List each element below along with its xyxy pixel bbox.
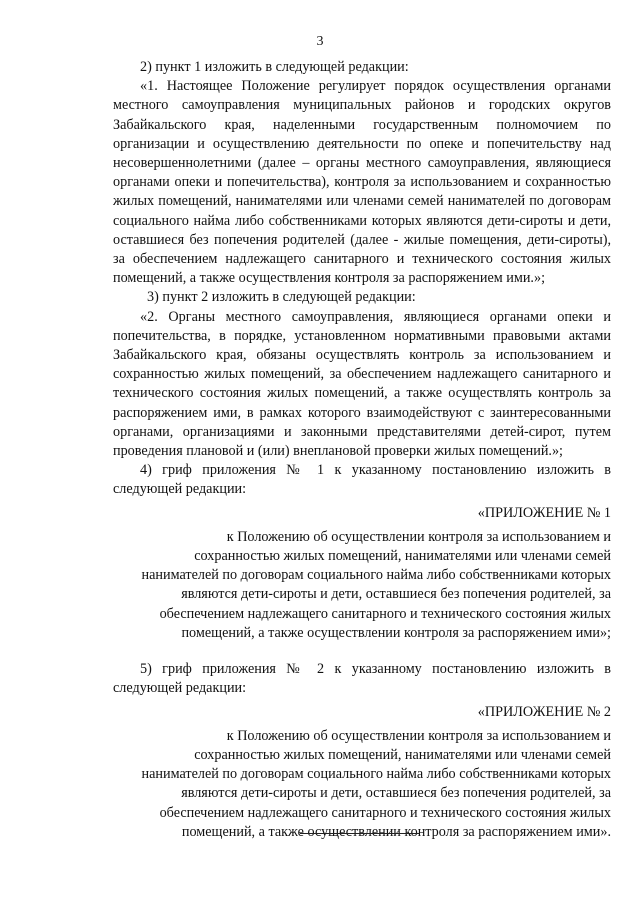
paragraph-clause-2-text: «2. Органы местного самоуправления, являющиеся органами опеки и попечительства, в порядке, установленном нормативными правовыми актами Забайкальского края, обязаны осуществлять контроль за использованием и сохранностью жилых помещений, за обеспечением надлежащего санитарного и технического состояния жилых помещений, а также осуществлять контроль за распоряжением ими, в рамках которого взаимодействуют с заинтересованными органами, организациями и законными представителями детей-сирот, путем проведения плановой и (или) внеплановой проверки жилых помещений.»; (113, 308, 611, 460)
document-body (113, 58, 611, 842)
paragraph-clause-1-text: «1. Настоящее Положение регулирует порядок осуществления органами местного самоуправления муниципальных районов и городских округов Забайкальского края, наделенными государственным полномочием по организации и осуществлению деятельности по опеке и попечительству над несовершеннолетними (далее – органы местного самоуправления, являющиеся органами опеки и попечительства), контроля за использованием и сохранностью жилых помещений, нанимателями или членами семей нанимателей по договорам социального найма либо собственниками которых являются дети-сироты и дети, оставшиеся без попечения родителей (далее - жилые помещения, дети-сироты), за обеспечением надлежащего санитарного и технического состояния жилых помещений, а также осуществления контроля за распоряжением ими.»; (113, 78, 611, 287)
appendix-1-caption-line: помещений, а также осуществлении контроля за распоряжением ими»; (181, 624, 611, 641)
appendix-2-caption-line: являются дети-сироты и дети, оставшиеся без попечения родителей, за (181, 785, 611, 802)
appendix-1-caption-line: являются дети-сироты и дети, оставшиеся без попечения родителей, за (181, 586, 611, 603)
appendix-1-caption-line: нанимателей по договорам социального найма либо собственниками которых (141, 567, 611, 584)
appendix-2-caption-line: обеспечением надлежащего санитарного и технического состояния жилых (159, 804, 611, 821)
paragraph-item-2: 2) пункт 1 изложить в следующей редакции: (140, 59, 409, 75)
appendix-1-title: «ПРИЛОЖЕНИЕ № 1 (477, 504, 611, 521)
paragraph-item-5: 5) гриф приложения № 2 к указанному постановлению изложить в следующей редакции: (113, 661, 611, 697)
paragraph-item-4: 4) гриф приложения № 1 к указанному постановлению изложить в следующей редакции: (113, 462, 611, 498)
appendix-1-caption (113, 528, 611, 643)
appendix-1-caption-line: обеспечением надлежащего санитарного и технического состояния жилых (159, 605, 611, 622)
appendix-2-caption-line: сохранностью жилых помещений, нанимателями или членами семей (194, 746, 611, 763)
appendix-2-caption-line: помещений, а также осуществлении контроля за распоряжением ими». (181, 823, 611, 840)
appendix-1-caption-line: сохранностью жилых помещений, нанимателями или членами семей (194, 548, 611, 565)
spacer (113, 643, 611, 660)
page-number: 3 (316, 34, 324, 49)
appendix-2-caption-line: к Положению об осуществлении контроля за использованием и (226, 727, 611, 744)
appendix-2-title: «ПРИЛОЖЕНИЕ № 2 (477, 703, 611, 720)
end-of-text-rule (300, 833, 419, 834)
appendix-1-caption-line: к Положению об осуществлении контроля за использованием и (226, 528, 611, 545)
paragraph-item-3: 3) пункт 2 изложить в следующей редакции: (147, 289, 416, 306)
appendix-2-caption (113, 727, 611, 842)
appendix-2-caption-line: нанимателей по договорам социального найма либо собственниками которых (141, 766, 611, 783)
